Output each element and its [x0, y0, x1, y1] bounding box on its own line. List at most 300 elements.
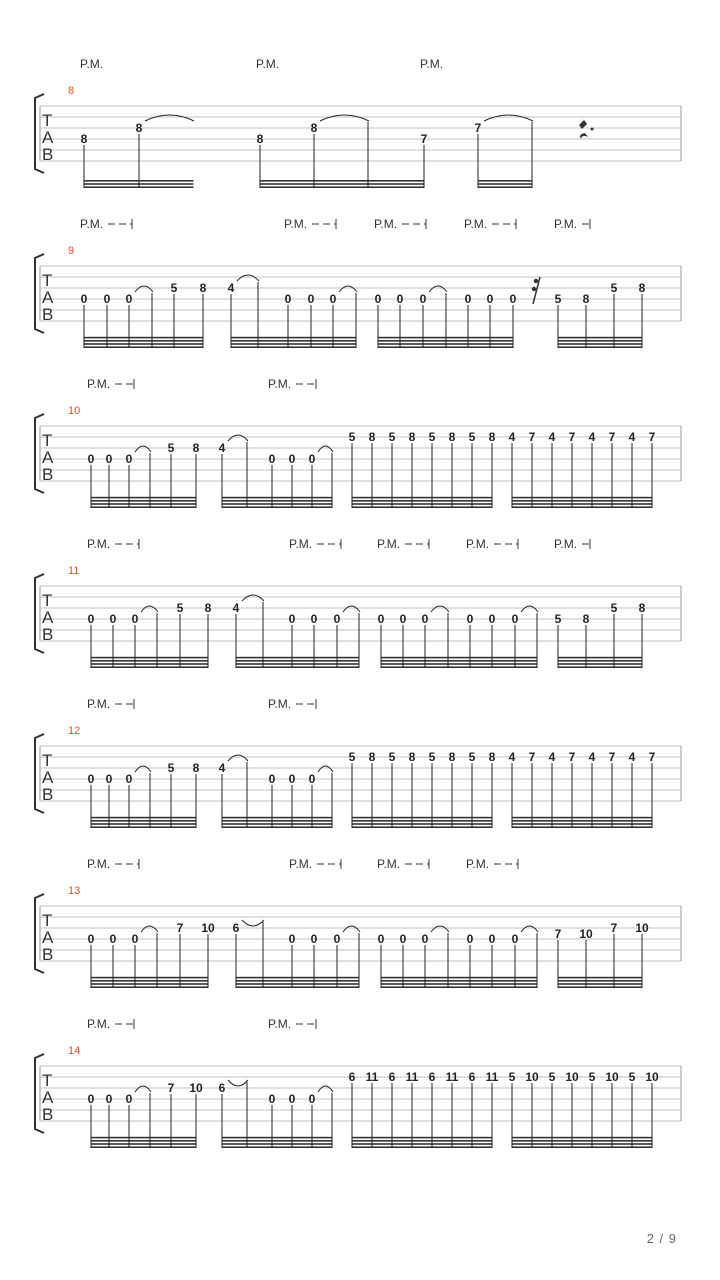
fret-number: 7	[528, 430, 536, 444]
note-beam	[236, 663, 360, 665]
fret-number: 5	[428, 430, 436, 444]
palm-mute-label: P.M.	[80, 57, 104, 71]
note-beam	[381, 660, 538, 662]
note-beam	[222, 826, 333, 828]
fret-number: 0	[333, 612, 341, 626]
beam-group	[509, 750, 656, 828]
fret-number: 5	[176, 601, 184, 615]
fret-number: 6	[218, 1081, 226, 1095]
fret-number: 8	[448, 750, 456, 764]
tab-clef-letter: B	[42, 785, 54, 804]
fret-number: 0	[329, 292, 337, 306]
fret-number: 7	[608, 750, 616, 764]
fret-number: 5	[508, 1070, 516, 1084]
fret-number: 10	[605, 1070, 619, 1084]
fret-number: 8	[582, 292, 590, 306]
fret-number: 11	[365, 1070, 379, 1084]
note-beam	[222, 503, 333, 505]
fret-number: 8	[204, 601, 212, 615]
note-beam	[512, 820, 653, 822]
fret-number: 5	[548, 1070, 556, 1084]
note-beam	[352, 503, 493, 505]
palm-mute-label: P.M.	[464, 217, 488, 231]
rest-flag	[532, 287, 536, 291]
fret-number: 6	[428, 1070, 436, 1084]
tie-arc	[135, 766, 151, 772]
note-beam	[231, 343, 357, 345]
measure-number: 10	[68, 405, 81, 417]
fret-number: 5	[588, 1070, 596, 1084]
beam-group	[349, 430, 496, 508]
fret-number: 8	[638, 281, 646, 295]
note-beam	[512, 1140, 653, 1142]
tab-clef-letter: T	[42, 431, 53, 450]
note-beam	[352, 1140, 493, 1142]
fret-number: 8	[448, 430, 456, 444]
note-beam	[91, 1140, 197, 1142]
fret-number: 11	[485, 1070, 499, 1084]
fret-number: 0	[131, 932, 139, 946]
measure-number: 11	[68, 565, 80, 577]
note-beam	[512, 1146, 653, 1148]
fret-number: 0	[288, 452, 296, 466]
note-beam	[558, 657, 643, 659]
fret-number: 0	[511, 612, 519, 626]
fret-number: 6	[468, 1070, 476, 1084]
beam-group	[228, 275, 357, 348]
note-beam	[352, 1137, 493, 1139]
fret-number: 8	[192, 441, 200, 455]
fret-number: 0	[377, 932, 385, 946]
tie-arc	[135, 446, 151, 452]
fret-number: 7	[528, 750, 536, 764]
tie-arc	[318, 1086, 333, 1092]
beam-group	[88, 601, 212, 668]
palm-mute-label: P.M.	[374, 217, 398, 231]
fret-number: 5	[428, 750, 436, 764]
palm-mute-label: P.M.	[87, 377, 111, 391]
note-beam	[91, 666, 209, 668]
fret-number: 4	[548, 750, 556, 764]
note-beam	[84, 337, 204, 339]
note-beam	[84, 343, 204, 345]
fret-number: 0	[87, 612, 95, 626]
tie-arc	[339, 286, 357, 292]
tie-arc	[521, 926, 538, 932]
palm-mute-label: P.M.	[377, 857, 401, 871]
fret-number: 0	[396, 292, 404, 306]
note-beam	[222, 820, 333, 822]
fret-number: 0	[288, 772, 296, 786]
note-beam	[352, 500, 493, 502]
fret-number: 0	[509, 292, 517, 306]
beam-group	[88, 921, 215, 988]
fret-number: 0	[268, 1092, 276, 1106]
note-beam	[352, 497, 493, 499]
fret-number: 0	[333, 932, 341, 946]
note-beam	[381, 657, 538, 659]
note-beam	[84, 340, 204, 342]
fret-number: 11	[445, 1070, 459, 1084]
tab-clef-letter: A	[42, 288, 54, 307]
note-beam	[222, 1146, 333, 1148]
note-beam	[558, 666, 643, 668]
note-beam	[558, 663, 643, 665]
palm-mute-label: P.M.	[80, 217, 104, 231]
note-beam	[381, 986, 538, 988]
note-beam	[558, 660, 643, 662]
fret-number: 10	[635, 921, 649, 935]
tie-arc	[484, 115, 533, 121]
tab-clef-letter: T	[42, 911, 53, 930]
note-beam	[352, 506, 493, 508]
fret-number: 8	[638, 601, 646, 615]
measure-number: 9	[68, 245, 75, 257]
note-beam	[512, 497, 653, 499]
fret-number: 4	[588, 430, 596, 444]
tie-arc	[135, 286, 153, 292]
tab-system	[35, 537, 681, 668]
rest-flag	[534, 279, 538, 283]
tab-system	[35, 1017, 681, 1148]
fret-number: 0	[109, 932, 117, 946]
tab-clef-letter: B	[42, 145, 54, 164]
note-beam	[91, 500, 197, 502]
fret-number: 0	[310, 932, 318, 946]
beam-group	[88, 441, 200, 508]
tie-arc	[242, 920, 264, 926]
fret-number: 4	[548, 430, 556, 444]
fret-number: 10	[565, 1070, 579, 1084]
tie-arc	[145, 115, 194, 121]
tab-clef-letter: B	[42, 465, 54, 484]
tab-clef-letter: T	[42, 751, 53, 770]
beam-group	[555, 921, 649, 988]
fret-number: 4	[628, 750, 636, 764]
note-beam	[91, 663, 209, 665]
fret-number: 8	[582, 612, 590, 626]
note-beam	[236, 666, 360, 668]
beam-group	[375, 286, 517, 348]
beam-group	[509, 430, 656, 508]
fret-number: 0	[377, 612, 385, 626]
tab-clef-letter: A	[42, 1088, 54, 1107]
measure-number: 8	[68, 85, 75, 97]
fret-number: 8	[488, 750, 496, 764]
fret-number: 5	[388, 750, 396, 764]
note-beam	[91, 980, 209, 982]
fret-number: 7	[474, 121, 482, 135]
fret-number: 0	[310, 612, 318, 626]
fret-number: 4	[508, 430, 516, 444]
fret-number: 0	[288, 612, 296, 626]
fret-number: 4	[227, 281, 235, 295]
palm-mute-label: P.M.	[87, 1017, 111, 1031]
note-beam	[512, 823, 653, 825]
fret-number: 5	[167, 761, 175, 775]
tie-arc	[228, 1080, 248, 1086]
palm-mute-label: P.M.	[420, 57, 444, 71]
beam-group	[509, 1070, 659, 1148]
fret-number: 7	[568, 430, 576, 444]
fret-number: 0	[284, 292, 292, 306]
note-beam	[91, 826, 197, 828]
note-beam	[381, 663, 538, 665]
palm-mute-label: P.M.	[289, 857, 313, 871]
palm-mute-label: P.M.	[466, 537, 490, 551]
beam-group	[219, 435, 333, 508]
fret-number: 0	[399, 932, 407, 946]
fret-number: 8	[256, 132, 264, 146]
palm-mute-label: P.M.	[377, 537, 401, 551]
fret-number: 0	[511, 932, 519, 946]
note-beam	[352, 817, 493, 819]
fret-number: 10	[579, 927, 593, 942]
fret-number: 0	[308, 452, 316, 466]
beam-group	[349, 750, 496, 828]
note-beam	[558, 977, 643, 979]
palm-mute-label: P.M.	[268, 1017, 292, 1031]
note-beam	[84, 346, 204, 348]
tie-arc	[318, 766, 333, 772]
page-indicator: 2 / 9	[646, 1231, 677, 1246]
palm-mute-label: P.M.	[268, 697, 292, 711]
fret-number: 7	[608, 430, 616, 444]
note-beam	[381, 980, 538, 982]
beam-group	[219, 1080, 333, 1148]
fret-number: 7	[167, 1081, 175, 1095]
note-beam	[381, 983, 538, 985]
beam-group	[233, 595, 360, 668]
fret-number: 0	[131, 612, 139, 626]
fret-number: 5	[628, 1070, 636, 1084]
fret-number: 0	[87, 772, 95, 786]
tab-clef-letter: T	[42, 271, 53, 290]
fret-number: 0	[466, 612, 474, 626]
palm-mute-label: P.M.	[268, 377, 292, 391]
note-beam	[558, 346, 643, 348]
fret-number: 0	[105, 452, 113, 466]
note-beam	[478, 180, 533, 182]
note-beam	[222, 506, 333, 508]
fret-number: 0	[125, 772, 133, 786]
fret-number: 4	[628, 430, 636, 444]
palm-mute-label: P.M.	[87, 857, 111, 871]
fret-number: 0	[488, 612, 496, 626]
note-beam	[222, 1140, 333, 1142]
note-beam	[236, 660, 360, 662]
note-beam	[231, 346, 357, 348]
tie-arc	[135, 1086, 151, 1092]
tie-arc	[431, 926, 449, 932]
fret-number: 6	[388, 1070, 396, 1084]
measure-number: 14	[68, 1045, 81, 1057]
tab-clef-letter: T	[42, 591, 53, 610]
note-beam	[558, 980, 643, 982]
fret-number: 0	[421, 932, 429, 946]
fret-number: 0	[268, 772, 276, 786]
fret-number: 0	[125, 452, 133, 466]
beam-group	[88, 1081, 203, 1148]
note-beam	[352, 823, 493, 825]
note-beam	[222, 1143, 333, 1145]
fret-number: 4	[218, 441, 226, 455]
note-beam	[512, 1137, 653, 1139]
beam-group	[233, 920, 360, 988]
fret-number: 10	[525, 1070, 539, 1084]
tab-system	[35, 697, 681, 828]
note-beam	[558, 986, 643, 988]
note-beam	[222, 823, 333, 825]
beam-group	[219, 755, 333, 828]
tab-clef-letter: A	[42, 928, 54, 947]
beam-group	[475, 115, 533, 188]
note-beam	[478, 186, 533, 188]
fret-number: 0	[105, 772, 113, 786]
fret-number: 0	[488, 932, 496, 946]
beam-group	[81, 115, 194, 188]
note-beam	[91, 983, 209, 985]
tab-system	[35, 377, 681, 508]
fret-number: 7	[420, 132, 428, 146]
fret-number: 8	[488, 430, 496, 444]
palm-mute-label: P.M.	[87, 537, 111, 551]
tab-clef-letter: A	[42, 448, 54, 467]
note-beam	[231, 337, 357, 339]
tab-clef-letter: B	[42, 625, 54, 644]
note-beam	[236, 657, 360, 659]
note-beam	[558, 340, 643, 342]
tie-arc	[141, 606, 158, 612]
fret-number: 0	[87, 932, 95, 946]
fret-number: 0	[105, 1092, 113, 1106]
fret-number: 5	[610, 281, 618, 295]
fret-number: 0	[307, 292, 315, 306]
note-beam	[91, 506, 197, 508]
tie-arc	[237, 275, 259, 281]
fret-number: 8	[80, 132, 88, 146]
note-beam	[222, 500, 333, 502]
fret-number: 0	[419, 292, 427, 306]
tie-arc	[242, 595, 264, 601]
note-beam	[260, 183, 425, 185]
fret-number: 0	[103, 292, 111, 306]
note-beam	[236, 980, 360, 982]
beam-group	[378, 926, 538, 988]
tie-arc	[228, 435, 248, 441]
beam-group	[257, 115, 428, 188]
fret-number: 5	[610, 601, 618, 615]
note-beam	[512, 503, 653, 505]
fret-number: 7	[554, 927, 562, 942]
note-beam	[222, 497, 333, 499]
palm-mute-label: P.M.	[289, 537, 313, 551]
note-beam	[381, 666, 538, 668]
fret-number: 0	[466, 932, 474, 946]
fret-number: 10	[201, 921, 215, 935]
tab-clef-letter: B	[42, 1105, 54, 1124]
fret-number: 0	[268, 452, 276, 466]
fret-number: 10	[645, 1070, 659, 1084]
tab-clef-letter: B	[42, 945, 54, 964]
note-beam	[352, 1143, 493, 1145]
tie-arc	[228, 755, 248, 761]
tab-clef-letter: T	[42, 1071, 53, 1090]
fret-number: 8	[192, 761, 200, 775]
beam-group	[378, 606, 538, 668]
fret-number: 0	[288, 932, 296, 946]
fret-number: 5	[348, 430, 356, 444]
fret-number: 0	[109, 612, 117, 626]
fret-number: 7	[568, 750, 576, 764]
fret-number: 5	[468, 750, 476, 764]
beam-group	[555, 601, 646, 668]
note-beam	[260, 180, 425, 182]
measure-number: 13	[68, 885, 81, 897]
note-beam	[478, 183, 533, 185]
tie-arc	[141, 926, 158, 932]
fret-number: 8	[368, 750, 376, 764]
fret-number: 5	[554, 612, 562, 626]
fret-number: 0	[421, 612, 429, 626]
fret-number: 0	[87, 452, 95, 466]
beam-group	[81, 281, 207, 348]
fret-number: 0	[80, 292, 88, 306]
tie-arc	[521, 606, 538, 612]
fret-number: 8	[368, 430, 376, 444]
fret-number: 8	[199, 281, 207, 295]
note-beam	[91, 977, 209, 979]
fret-number: 6	[232, 921, 240, 935]
fret-number: 4	[508, 750, 516, 764]
tab-clef-letter: B	[42, 305, 54, 324]
tie-arc	[431, 606, 449, 612]
note-beam	[381, 977, 538, 979]
fret-number: 4	[218, 761, 226, 775]
fret-number: 0	[308, 772, 316, 786]
tab-clef-letter: A	[42, 768, 54, 787]
fret-number: 0	[374, 292, 382, 306]
note-beam	[231, 340, 357, 342]
fret-number: 7	[648, 750, 656, 764]
fret-number: 0	[464, 292, 472, 306]
note-beam	[91, 823, 197, 825]
fret-number: 0	[125, 1092, 133, 1106]
note-beam	[91, 817, 197, 819]
palm-mute-label: P.M.	[256, 57, 280, 71]
tab-system	[35, 217, 681, 348]
note-beam	[512, 826, 653, 828]
note-beam	[222, 1137, 333, 1139]
beam-group	[88, 761, 200, 828]
note-beam	[91, 497, 197, 499]
tab-clef-letter: A	[42, 608, 54, 627]
fret-number: 4	[232, 601, 240, 615]
palm-mute-label: P.M.	[87, 697, 111, 711]
sixteenth-rest	[532, 277, 540, 304]
note-beam	[91, 1146, 197, 1148]
fret-number: 5	[167, 441, 175, 455]
tie-arc	[318, 446, 333, 452]
fret-number: 11	[405, 1070, 419, 1084]
note-beam	[91, 986, 209, 988]
note-beam	[352, 826, 493, 828]
tab-clef-letter: T	[42, 111, 53, 130]
fret-number: 0	[288, 1092, 296, 1106]
note-beam	[91, 503, 197, 505]
note-beam	[558, 983, 643, 985]
palm-mute-label: P.M.	[466, 857, 490, 871]
